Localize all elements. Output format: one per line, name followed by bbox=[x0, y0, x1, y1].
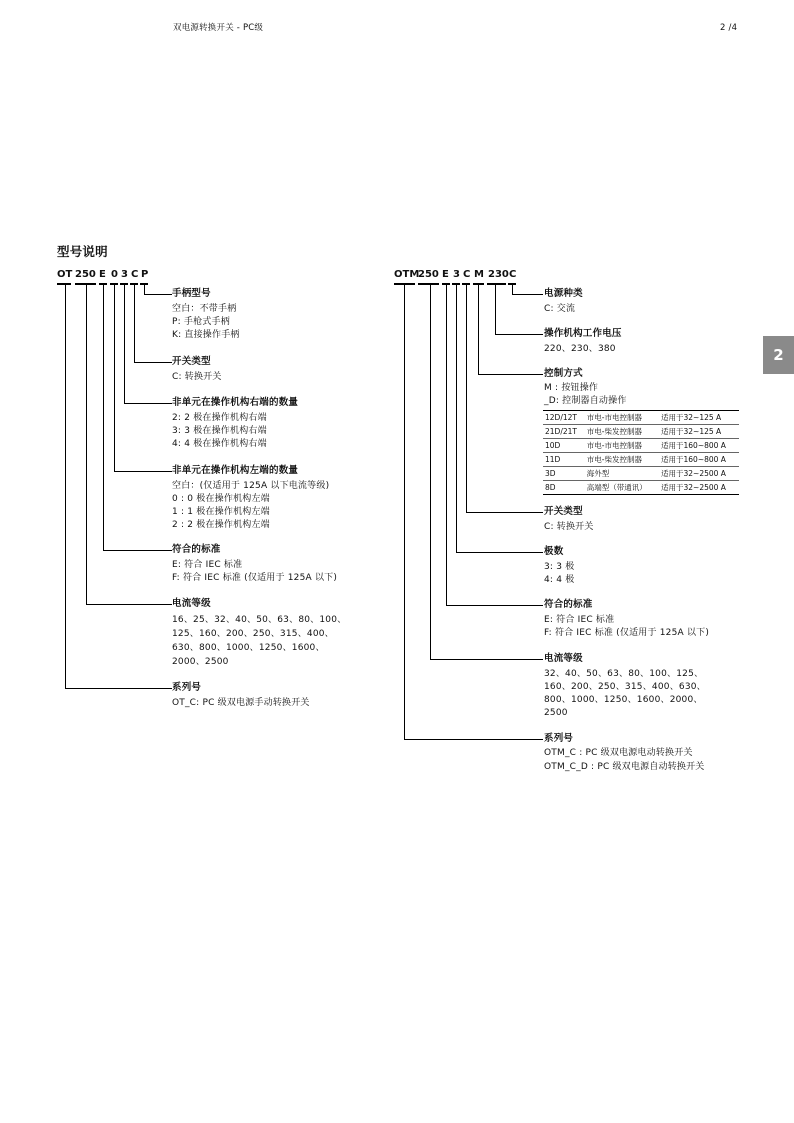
item-heading: 电源种类 bbox=[544, 288, 583, 299]
item-line: M : 按钮操作 bbox=[544, 383, 599, 393]
item-line: 2: 2 极在操作机构右端 bbox=[172, 413, 267, 423]
item-line: 3: 3 极在操作机构右端 bbox=[172, 426, 267, 436]
code-part: C bbox=[131, 269, 139, 280]
item-line: 3: 3 极 bbox=[544, 562, 575, 572]
item-heading: 符合的标准 bbox=[172, 544, 221, 555]
item-heading: 电流等级 bbox=[172, 598, 211, 609]
controller-table bbox=[543, 410, 739, 495]
item-heading: 开关类型 bbox=[544, 506, 583, 517]
item-line: OTM_C : PC 级双电源电动转换开关 bbox=[544, 748, 693, 758]
item-line: C: 转换开关 bbox=[544, 522, 594, 532]
item-line: 220、230、380 bbox=[544, 344, 616, 354]
item-heading: 非单元在操作机构左端的数量 bbox=[172, 465, 299, 476]
table-cell: 12D/12T bbox=[543, 411, 585, 425]
table-cell: 市电-柴发控制器 bbox=[585, 453, 659, 467]
table-cell: 适用于32~125 A bbox=[659, 425, 739, 439]
item-heading: 手柄型号 bbox=[172, 288, 211, 299]
table-cell: 适用于32~125 A bbox=[659, 411, 739, 425]
table-cell: 适用于160~800 A bbox=[659, 439, 739, 453]
table-row bbox=[543, 453, 739, 467]
item-line: 2000、2500 bbox=[172, 657, 229, 667]
header-title: 双电源转换开关 - PC级 bbox=[173, 23, 264, 33]
item-line: E: 符合 IEC 标准 bbox=[544, 615, 615, 625]
item-heading: 系列号 bbox=[172, 682, 202, 693]
item-line: OTM_C_D : PC 级双电源自动转换开关 bbox=[544, 762, 705, 772]
item-line: 空白：(仅适用于 125A 以下电流等级) bbox=[172, 481, 330, 491]
code-part: C bbox=[509, 269, 517, 280]
section-title: 型号说明 bbox=[57, 244, 108, 259]
table-cell: 海外型 bbox=[585, 467, 659, 481]
code-part: E bbox=[99, 269, 106, 280]
code-part: M bbox=[474, 269, 484, 280]
item-heading: 极数 bbox=[544, 546, 564, 557]
table-cell: 适用于32~2500 A bbox=[659, 481, 739, 495]
item-line: 2500 bbox=[544, 708, 568, 718]
item-line: C: 交流 bbox=[544, 304, 576, 314]
chapter-tab[interactable]: 2 bbox=[763, 336, 794, 374]
table-cell: 11D bbox=[543, 453, 585, 467]
table-cell: 适用于32~2500 A bbox=[659, 467, 739, 481]
item-line: 4: 4 极 bbox=[544, 575, 575, 585]
item-line: 0 : 0 极在操作机构左端 bbox=[172, 494, 270, 504]
code-part: P bbox=[141, 269, 149, 280]
item-line: 空白：不带手柄 bbox=[172, 304, 237, 314]
table-cell: 21D/21T bbox=[543, 425, 585, 439]
item-line: F: 符合 IEC 标准 (仅适用于 125A 以下) bbox=[544, 628, 710, 638]
item-line: 125、160、200、250、315、400、 bbox=[172, 629, 334, 639]
item-heading: 开关类型 bbox=[172, 356, 211, 367]
item-line: 32、40、50、63、80、100、125、 bbox=[544, 669, 704, 679]
table-cell: 高端型（带通讯） bbox=[585, 481, 659, 495]
code-part: 230 bbox=[488, 269, 509, 280]
table-cell: 10D bbox=[543, 439, 585, 453]
code-part: 250 bbox=[418, 269, 439, 280]
item-line: 4: 4 极在操作机构右端 bbox=[172, 439, 267, 449]
page-number: 2 /4 bbox=[720, 23, 738, 33]
item-heading: 控制方式 bbox=[544, 368, 583, 379]
item-heading: 电流等级 bbox=[544, 653, 583, 664]
item-line: P: 手枪式手柄 bbox=[172, 317, 230, 327]
table-cell: 市电-柴发控制器 bbox=[585, 425, 659, 439]
table-row bbox=[543, 425, 739, 439]
item-line: 1 : 1 极在操作机构左端 bbox=[172, 507, 270, 517]
item-line: OT_C: PC 级双电源手动转换开关 bbox=[172, 698, 310, 708]
item-line: 630、800、1000、1250、1600、 bbox=[172, 643, 325, 653]
code-part: OTM bbox=[394, 269, 420, 280]
table-row bbox=[543, 439, 739, 453]
item-line: K: 直接操作手柄 bbox=[172, 330, 240, 340]
item-heading: 系列号 bbox=[544, 733, 574, 744]
code-part: 3 bbox=[121, 269, 128, 280]
table-row bbox=[543, 481, 739, 495]
code-part: OT bbox=[57, 269, 73, 280]
item-line: _D: 控制器自动操作 bbox=[544, 396, 627, 406]
table-cell: 3D bbox=[543, 467, 585, 481]
item-heading: 符合的标准 bbox=[544, 599, 593, 610]
table-row bbox=[543, 467, 739, 481]
code-part: 0 bbox=[111, 269, 118, 280]
item-line: F: 符合 IEC 标准 (仅适用于 125A 以下) bbox=[172, 573, 338, 583]
table-cell: 8D bbox=[543, 481, 585, 495]
item-line: 2 : 2 极在操作机构左端 bbox=[172, 520, 270, 530]
code-part: 3 bbox=[453, 269, 460, 280]
item-line: 160、200、250、315、400、630、 bbox=[544, 682, 706, 692]
table-cell: 市电-市电控制器 bbox=[585, 439, 659, 453]
item-line: E: 符合 IEC 标准 bbox=[172, 560, 243, 570]
table-cell: 市电-市电控制器 bbox=[585, 411, 659, 425]
item-line: 800、1000、1250、1600、2000、 bbox=[544, 695, 703, 705]
item-heading: 操作机构工作电压 bbox=[544, 328, 622, 339]
item-line: C: 转换开关 bbox=[172, 372, 222, 382]
code-part: C bbox=[463, 269, 471, 280]
table-row bbox=[543, 411, 739, 425]
code-part: E bbox=[442, 269, 449, 280]
item-line: 16、25、32、40、50、63、80、100、 bbox=[172, 615, 347, 625]
code-part: 250 bbox=[75, 269, 96, 280]
item-heading: 非单元在操作机构右端的数量 bbox=[172, 397, 299, 408]
table-cell: 适用于160~800 A bbox=[659, 453, 739, 467]
